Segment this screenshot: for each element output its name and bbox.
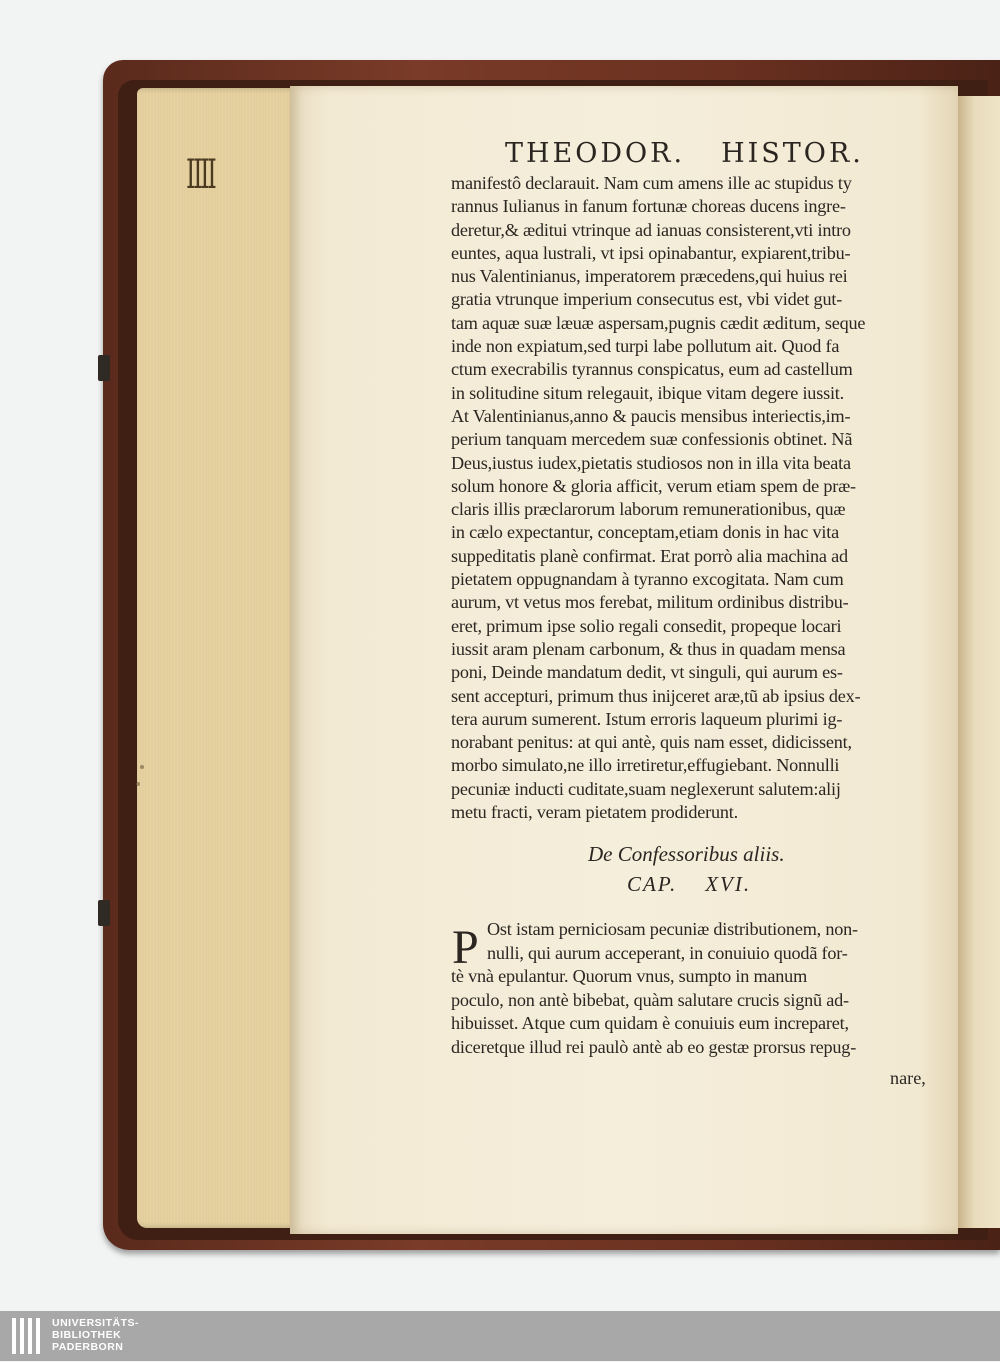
text-line: Deus,iustus iudex,pietatis studiosos non in illa vita beata [451,452,851,473]
running-head-right: HISTOR. [721,138,864,169]
text-line: norabant penitus: at qui antè, quis nam esset, didicissent, [451,732,852,753]
text-line: metu fracti, veram pietatem prodiderunt. [451,802,738,823]
text-line: perium tanquam mercedem suæ confessionis obtinet. Nã [451,429,853,450]
text-line: sent accepturi, primum thus inijceret aræ,tũ ab ipsius dex- [451,685,861,706]
running-head-left: THEODOR. [505,138,686,169]
text-line: aurum, vt vetus mos ferebat, militum ordinibus distribu- [451,592,849,613]
catchword: nare, [890,1068,926,1088]
text-line: tam aquæ suæ læuæ aspersam,pugnis cædit æditum, seque [451,312,866,333]
drop-cap: P [452,921,479,974]
text-line: iussit aram plenam carbonum, & thus in quadam mensa [451,638,846,659]
body-text [451,172,931,824]
page-speck [136,782,140,786]
text-line: suppeditatis planè confirmat. Erat porrò alia machina ad [451,545,848,566]
text-line: nulli, qui aurum acceperant, in conuiuio quodã for- [487,942,848,963]
text-line: nus Valentinianus, imperatorem præcedens,qui huius rei [451,266,848,287]
text-line: tè vnà epulantur. Quorum vnus, sumpto in manum [451,966,808,986]
page-edges [137,88,297,1228]
logo-line: UNIVERSITÄTS- [52,1317,140,1329]
text-line: solum honore & gloria afficit, verum etiam spem de præ- [451,475,856,496]
next-page-edge [958,96,1000,1228]
text-line: poculo, non antè bibebat, quàm salutare crucis signũ ad- [451,989,849,1010]
text-line: euntes, aqua lustrali, vt ipsi opinabantur, expiarent,tribu- [451,242,851,263]
library-logo-icon [12,1318,46,1362]
text-line: claris illis præclarorum laborum remunerationibus, quæ [451,499,846,520]
text-line: deretur,& æditui vtrinque ad ianuas consisterent,vti intro [451,219,851,240]
clasp-icon [98,355,110,381]
text-line: in solitudine situm relegauit, ibique vitam degere iussit. [451,382,845,403]
text-line: At Valentinianus,anno & paucis mensibus interiectis,im- [451,405,851,426]
page-speck [140,765,144,769]
library-logo-text [52,1317,139,1353]
chapter-roman: XVI. [705,872,752,896]
text-line: ctum execrabilis tyrannus conspicatus, eum ad castellum [451,359,853,380]
text-line: gratia vtrunque imperium consecutus est, vbi videt gut- [451,289,843,310]
text-line: eret, primum ipse solio regali consedit, propeque locari [451,615,842,636]
spine-mark: IIII [186,152,215,198]
text-line: poni, Deinde mandatum dedit, vt singuli, qui aurum es- [451,662,843,683]
text-line: Ost istam perniciosam pecuniæ distributionem, non- [487,919,858,939]
running-head [505,138,864,169]
logo-line: PADERBORN [52,1341,124,1353]
text-line: diceretque illud rei paulò antè ab eo gestæ prorsus repug- [451,1036,857,1057]
text-line: hibuisset. Atque cum quidam è conuiuis eum increparet, [451,1013,849,1033]
chapter-number [627,872,751,897]
text-line: inde non expiatum,sed turpi labe pollutum ait. Quod fa [451,336,840,357]
library-footer [0,1311,1000,1361]
clasp-icon [98,900,110,926]
text-line: manifestô declarauit. Nam cum amens ille ac stupidus ty [451,173,852,193]
chapter-body-text [451,918,931,1059]
chapter-label: CAP. [627,872,678,896]
text-line: rannus Iulianus in fanum fortunæ choreas ducens ingre- [451,196,846,217]
logo-line: BIBLIOTHEK [52,1329,122,1341]
chapter-title: De Confessoribus aliis. [588,842,785,866]
text-line: pietatem oppugnandam à tyranno excogitata. Nam cum [451,569,844,590]
text-line: tera aurum sumerent. Istum erroris laqueum plurimi ig- [451,708,843,729]
text-line: pecuniæ inducti cuditate,suam neglexerunt salutem:alij [451,778,841,799]
text-line: morbo simulato,ne illo irretiretur,effugiebant. Nonnulli [451,755,840,776]
text-line: in cælo expectantur, conceptam,etiam donis in hac vita [451,522,839,543]
